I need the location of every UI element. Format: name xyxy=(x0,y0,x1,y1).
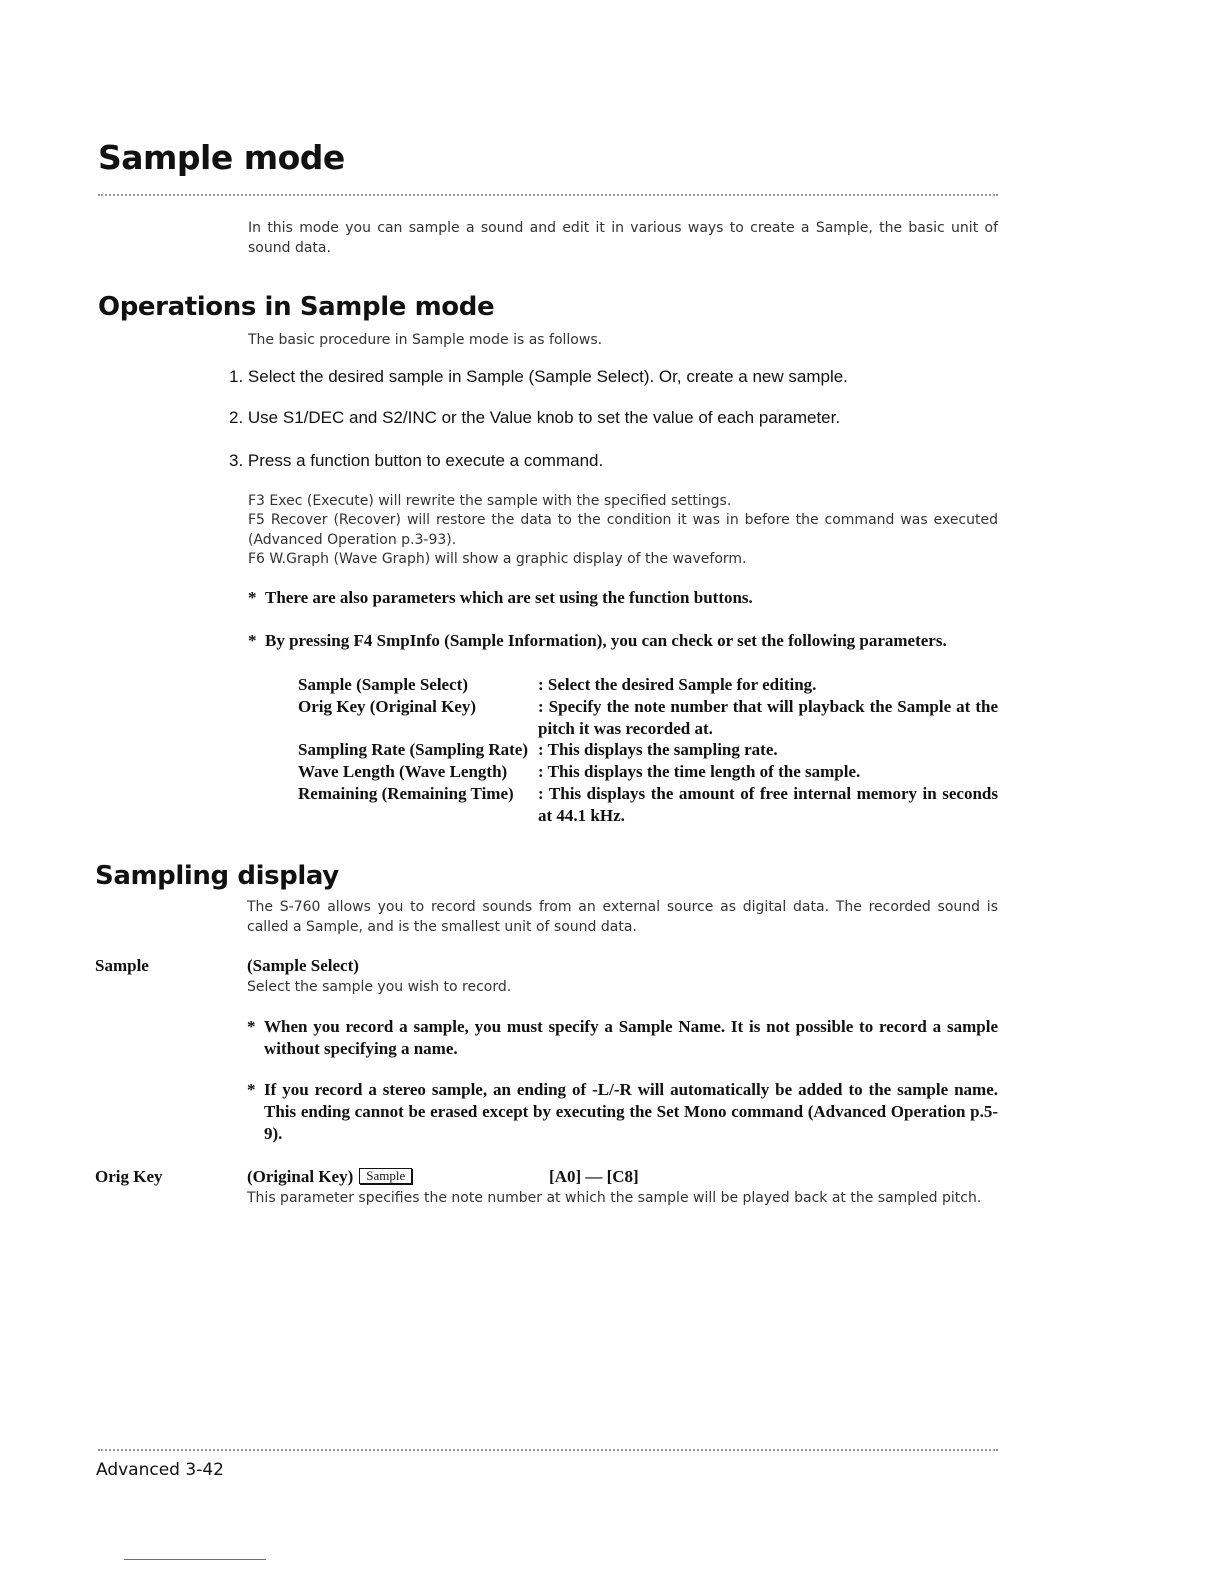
note-text: When you record a sample, you must specify a Sample Name. It is not possible to record a sample without specifying a name. xyxy=(264,1017,998,1058)
sample-key-box: Sample xyxy=(359,1168,412,1184)
param-desc: : Specify the note number that will playback the Sample at the pitch it was recorded at. xyxy=(538,697,998,738)
sampling-lead: The S-760 allows you to record sounds from an external source as digital data. The recorded sound is called a Sample, and is the smallest unit of sound data. xyxy=(247,899,998,935)
function-line-f5: F5 Recover (Recover) will restore the data to the condition it was in before the command was executed (Advanced Operation p.3-93). xyxy=(248,512,998,548)
sampling-heading: Sampling display xyxy=(95,861,339,891)
param-row xyxy=(298,761,998,783)
footer-divider xyxy=(98,1449,998,1451)
side-label-sample: Sample xyxy=(95,956,149,975)
note-text: If you record a stereo sample, an ending of -L/-R will automatically be added to the sample name. This ending cannot be erased except by executing the Set Mono command (Advanced Operation p.5-9). xyxy=(264,1080,998,1143)
title-divider xyxy=(98,194,998,196)
param-name: Sample (Sample Select) xyxy=(298,675,468,694)
param-row xyxy=(298,739,998,761)
function-line-f3: F3 Exec (Execute) will rewrite the sample with the specified settings. xyxy=(248,493,732,509)
step-2: 2. Use S1/DEC and S2/INC or the Value knob to set the value of each parameter. xyxy=(229,408,841,427)
param-desc: : This displays the sampling rate. xyxy=(538,740,778,759)
param-row xyxy=(298,696,998,740)
param-row xyxy=(298,674,998,696)
intro-paragraph: In this mode you can sample a sound and edit it in various ways to create a Sample, the basic unit of sound data. xyxy=(248,220,998,256)
param-name: Orig Key (Original Key) xyxy=(298,697,476,716)
note-stereo-sample xyxy=(247,1079,998,1145)
sample-select-text: Select the sample you wish to record. xyxy=(247,979,512,995)
param-name: Remaining (Remaining Time) xyxy=(298,784,514,803)
asterisk-bullet: * xyxy=(247,1017,256,1036)
function-line-f6: F6 W.Graph (Wave Graph) will show a graphic display of the waveform. xyxy=(248,551,747,567)
asterisk-bullet: * xyxy=(248,631,257,650)
operations-heading: Operations in Sample mode xyxy=(98,292,495,322)
param-row xyxy=(298,783,998,827)
param-desc: : This displays the time length of the sample. xyxy=(538,762,861,781)
param-desc: : Select the desired Sample for editing. xyxy=(538,675,817,694)
step-3: 3. Press a function button to execute a command. xyxy=(229,451,604,470)
sample-select-heading: (Sample Select) xyxy=(247,956,359,975)
note-sample-name xyxy=(247,1016,998,1060)
note-text: There are also parameters which are set using the function buttons. xyxy=(265,588,753,607)
asterisk-bullet: * xyxy=(247,1080,256,1099)
orig-key-heading xyxy=(247,1167,412,1187)
note-text: By pressing F4 SmpInfo (Sample Information), you can check or set the following parameters. xyxy=(265,631,947,650)
operations-lead: The basic procedure in Sample mode is as follows. xyxy=(248,332,603,348)
side-label-orig-key: Orig Key xyxy=(95,1167,163,1186)
param-name: Sampling Rate (Sampling Rate) xyxy=(298,740,528,759)
orig-key-title: (Original Key) xyxy=(247,1167,354,1186)
page-number: Advanced 3-42 xyxy=(96,1460,224,1480)
note-smpinfo xyxy=(248,630,998,652)
orig-key-range: [A0] — [C8] xyxy=(549,1167,639,1186)
param-desc: : This displays the amount of free internal memory in seconds at 44.1 kHz. xyxy=(538,784,998,825)
orig-key-text: This parameter specifies the note number at which the sample will be played back at the sampled pitch. xyxy=(247,1190,982,1206)
note-function-buttons xyxy=(248,587,998,609)
page-title: Sample mode xyxy=(98,138,345,177)
asterisk-bullet: * xyxy=(248,588,257,607)
param-name: Wave Length (Wave Length) xyxy=(298,762,508,781)
step-1: 1. Select the desired sample in Sample (Sample Select). Or, create a new sample. xyxy=(229,367,848,386)
footer-link-underline xyxy=(124,1559,266,1560)
